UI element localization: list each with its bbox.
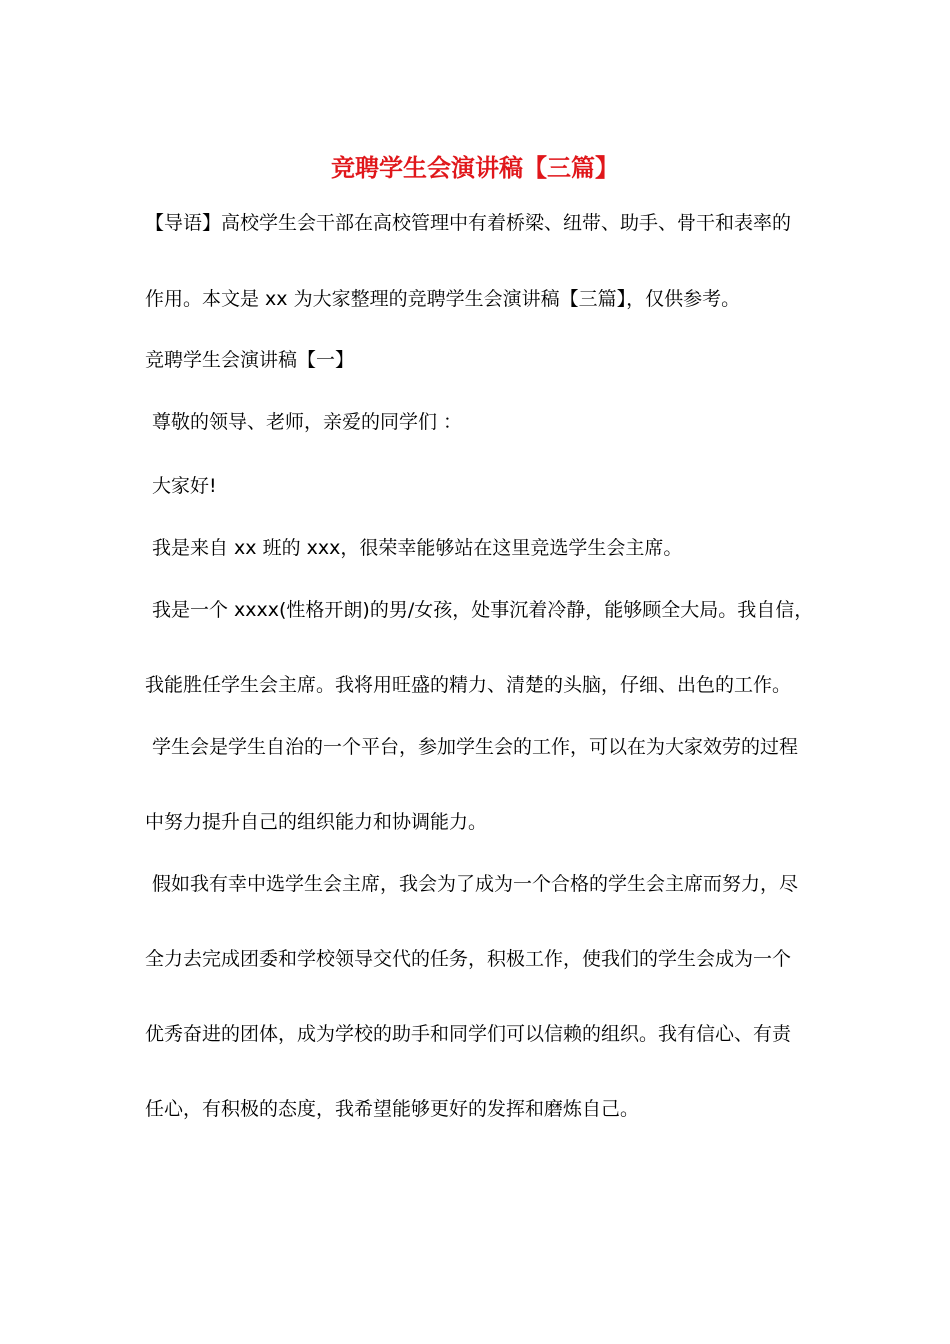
paragraph-intro: 我是来自 xx 班的 xxx，很荣幸能够站在这里竞选学生会主席。	[152, 537, 683, 559]
paragraph-4-line-4: 任心，有积极的态度，我希望能够更好的发挥和磨炼自己。	[145, 1098, 640, 1120]
paragraph-4-line-1: 假如我有幸中选学生会主席，我会为了成为一个合格的学生会主席而努力，尽	[152, 873, 799, 895]
salutation: 尊敬的领导、老师，亲爱的同学们 ：	[152, 411, 463, 433]
intro-line-1: 【导语】高校学生会干部在高校管理中有着桥梁、纽带、助手、骨干和表率的	[145, 212, 792, 234]
section-heading: 竞聘学生会演讲稿【一】	[145, 349, 355, 371]
paragraph-4-line-3: 优秀奋进的团体，成为学校的助手和同学们可以信赖的组织。我有信心、有责	[145, 1023, 792, 1045]
paragraph-3-line-1: 学生会是学生自治的一个平台，参加学生会的工作，可以在为大家效劳的过程	[152, 736, 799, 758]
paragraph-4-line-2: 全力去完成团委和学校领导交代的任务，积极工作，使我们的学生会成为一个	[145, 948, 792, 970]
greeting: 大家好!	[152, 475, 217, 497]
paragraph-2-line-1: 我是一个 xxxx(性格开朗)的男/女孩，处事沉着冷静，能够顾全大局。我自信，	[152, 599, 814, 621]
document-title: 竞聘学生会演讲稿【三篇】	[331, 154, 619, 182]
paragraph-3-line-2: 中努力提升自己的组织能力和协调能力。	[145, 811, 488, 833]
paragraph-2-line-2: 我能胜任学生会主席。我将用旺盛的精力、清楚的头脑，仔细、出色的工作。	[145, 674, 792, 696]
intro-line-2: 作用。本文是 xx 为大家整理的竞聘学生会演讲稿【三篇】，仅供参考。	[145, 288, 741, 310]
